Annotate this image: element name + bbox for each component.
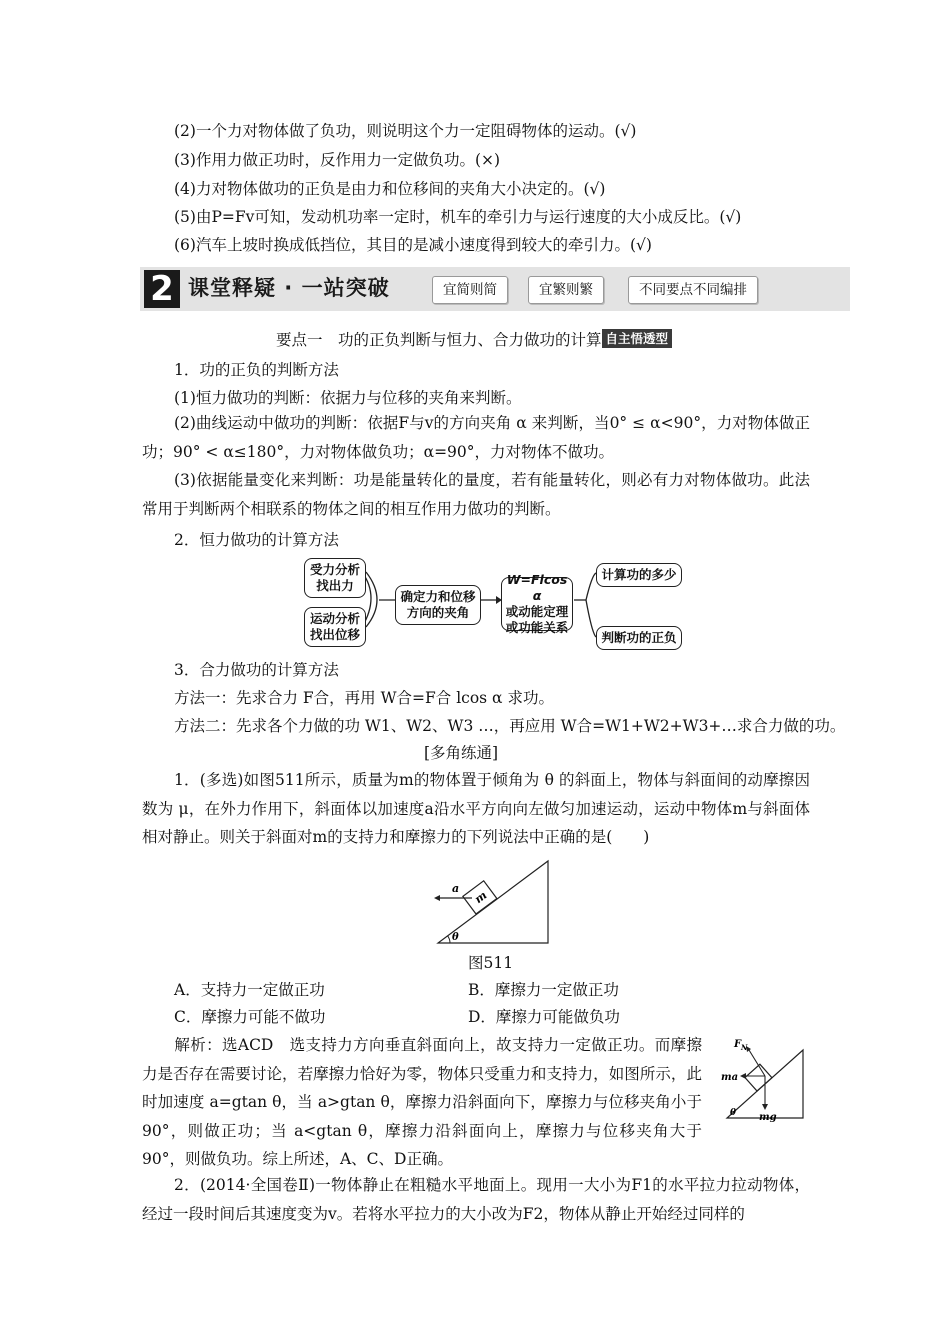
svg-text:ma: ma (721, 1072, 739, 1083)
judge-item-3: (3)作用力做正功时，反作用力一定做负功。(×) (174, 151, 501, 169)
banner-number: 2 (144, 270, 180, 308)
subheading-3: 3．合力做功的计算方法 (174, 661, 339, 679)
paragraph-1: (1)恒力做功的判断：依据力与位移的夹角来判断。 (174, 389, 522, 407)
option-c: C．摩擦力可能不做功 (174, 1008, 326, 1026)
flow-box-force: 受力分析 找出力 (304, 558, 366, 598)
subheading-1: 1．功的正负的判断方法 (174, 361, 339, 379)
paragraph-3: (3)依据能量变化来判断：功是能量转化的量度，若有能量转化，则必有力对物体做功。此法常用于判断两个相联系的物体之间的相互作用力做功的判断。 (142, 471, 810, 518)
question-2: 2．(2014·全国卷Ⅱ)一物体静止在粗糙水平地面上。现用一大小为F1的水平拉力拉动物体，经过一段时间后其速度变为v。若将水平拉力的大小改为F2，物体从静止开始经过同样的 (142, 1176, 810, 1223)
analysis-1: 解析：选ACD 选支持力方向垂直斜面向上，故支持力一定做正功。而摩擦力是否存在需要讨论，若摩擦力恰好为零，物体只受重力和支持力，如图所示，此时加速度 a=gtan θ，当 a>gtan θ，摩擦力沿斜面向下，摩擦力与位移夹角小于90°，则做正功；当 a<gtan θ，摩擦力沿斜面向上，摩擦力与位移夹角大于90°，则做负功。综上所述，A、C、D正确。 (142, 1036, 702, 1168)
option-b: B．摩擦力一定做正功 (468, 981, 619, 999)
tag-simple: 宜简则简 (432, 276, 508, 304)
question-1: 1．(多选)如图511所示，质量为m的物体置于倾角为 θ 的斜面上，物体与斜面间的动摩擦因数为 μ，在外力作用下，斜面体以加速度a沿水平方向向左做匀加速运动，运动中物体m与斜面体相对静止。则关于斜面对m的支持力和摩擦力的下列说法中正确的是( ) (142, 771, 810, 846)
flow-box-amount: 计算功的多少 (596, 563, 682, 587)
flow-box-formula: W=Flcos α 或动能定理 或功能关系 (501, 577, 573, 631)
heading-badge: 自主悟透型 (602, 329, 673, 348)
method-2: 方法二：先求各个力做的功 W1、W2、W3 …，再应用 W合=W1+W2+W3+…求合力做的功。 (174, 717, 846, 735)
svg-text:N: N (741, 1043, 748, 1052)
svg-text:mg: mg (759, 1112, 777, 1122)
judge-item-4: (4)力对物体做功的正负是由力和位移间的夹角大小决定的。(√) (174, 180, 606, 198)
section-heading (276, 329, 672, 351)
svg-text:θ: θ (730, 1108, 737, 1118)
tag-complex: 宜繁则繁 (528, 276, 604, 304)
section-banner (140, 267, 850, 311)
flow-box-motion: 运动分析 找出位移 (304, 607, 366, 647)
figure-caption: 图511 (468, 954, 514, 972)
force-figure (715, 1036, 810, 1122)
option-a: A．支持力一定做正功 (174, 981, 325, 999)
svg-text:m: m (472, 888, 490, 907)
label-a: a (452, 882, 460, 895)
flow-box-angle: 确定力和位移 方向的夹角 (395, 585, 481, 625)
judge-item-5: (5)由P=Fv可知，发动机功率一定时，机车的牵引力与运行速度的大小成反比。(√) (174, 208, 742, 226)
banner-title: 课堂释疑 · 一站突破 (188, 276, 390, 300)
subheading-2: 2．恒力做功的计算方法 (174, 531, 339, 549)
heading-text: 要点一 功的正负判断与恒力、合力做功的计算 (276, 331, 602, 349)
incline-figure (430, 858, 560, 948)
paragraph-2: (2)曲线运动中做功的判断：依据F与v的方向夹角 α 来判断，当0° ≤ α<90°，力对物体做正功；90° < α≤180°，力对物体做负功；α=90°，力对物体不做功。 (142, 414, 810, 461)
judge-item-2: (2)一个力对物体做了负功，则说明这个力一定阻碍物体的运动。(√) (174, 122, 637, 140)
practice-heading: [多角练通] (424, 744, 499, 762)
svg-text:F: F (734, 1039, 742, 1050)
tag-different: 不同要点不同编排 (628, 276, 758, 304)
option-d: D．摩擦力可能做负功 (468, 1008, 620, 1026)
accel-arrowhead (434, 895, 440, 901)
label-theta: θ (452, 932, 459, 943)
flow-box-sign: 判断功的正负 (596, 626, 682, 650)
judge-item-6: (6)汽车上坡时换成低挡位，其目的是减小速度得到较大的牵引力。(√) (174, 236, 652, 254)
method-1: 方法一：先求合力 F合，再用 W合=F合 lcos α 求功。 (174, 689, 554, 707)
